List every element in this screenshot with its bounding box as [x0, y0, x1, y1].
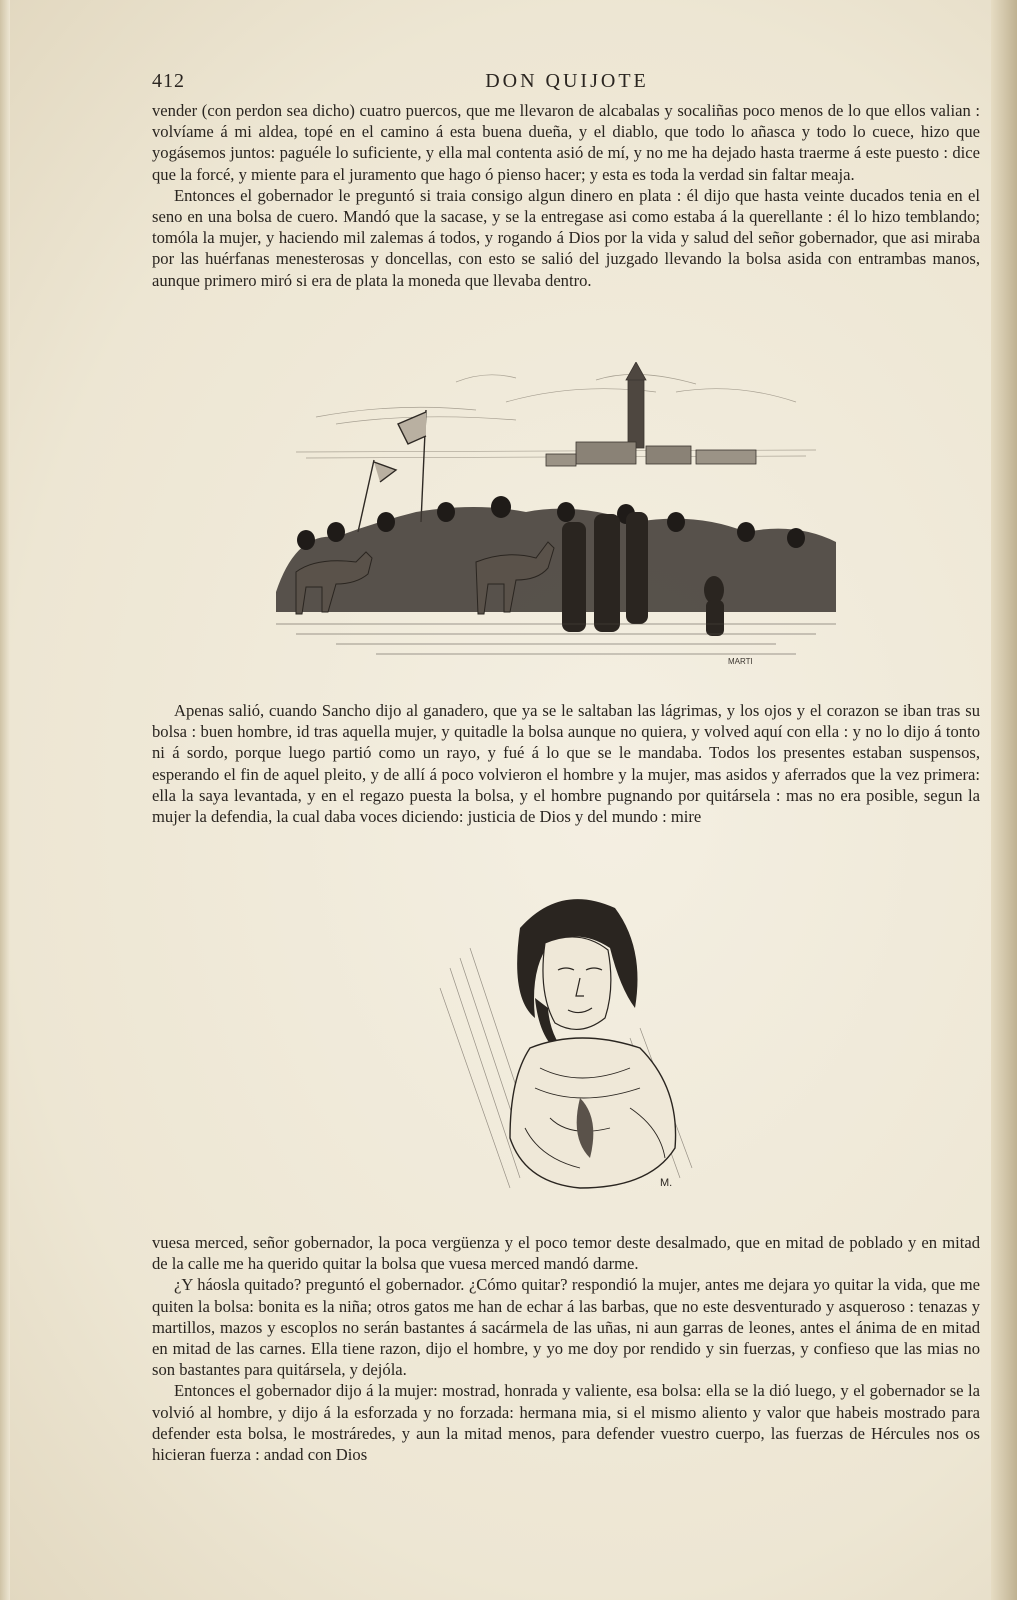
page-header: [152, 70, 982, 96]
paragraph: vuesa merced, señor gobernador, la poca vergüenza y el poco temor deste desalmado, que en mitad de poblado y en mitad de la calle me ha querido quitar la bolsa que vuesa merced mandó darme.: [152, 1233, 980, 1274]
paragraph: Entonces el gobernador le preguntó si traia consigo algun dinero en plata : él dijo que hasta veinte ducados tenia en el seno en una bolsa de cuero. Mandó que la sacase, y se la entregase asi como estaba á la querellante : él lo hizo temblando; tomóla la mujer, y haciendo mil zalemas á todos, y rogando á Dios por la vida y salud del señor gobernador, que asi miraba por las huérfanas menesterosas y doncellas, con esto se salió del juzgado llevando la bolsa asida con entrambas manos, aunque primero miró si era de plata la moneda que llevaba dentro.: [152, 185, 980, 290]
running-title: DON QUIJOTE: [485, 70, 649, 92]
illustration-signature: MARTI: [728, 657, 753, 666]
paragraph: ¿Y háosla quitado? preguntó el gobernador. ¿Cómo quitar? respondió la mujer, antes me dejara yo quitar la vida, que me quiten la bolsa: bonita es la niña; otros gatos me han de echar á las barbas, que no este desventurado y asqueroso : tenazas y martillos, mazos y escoplos no serán bastantes á sacármela de las uñas, ni aun garras de leones, antes el ánima de en mitad en mitad de las carnes. Ella tiene razon, dijo el hombre, y yo me doy por rendido y sin fuerzas, y confieso que las mias no son bastantes para quitársela, y dejóla.: [152, 1275, 980, 1380]
engraving-crowd-scene: [276, 362, 836, 680]
text-block-middle: [152, 700, 980, 827]
page-left-edge: [0, 0, 10, 1600]
illustration-signature: M.: [660, 1177, 673, 1189]
woman-portrait-drawing: [430, 888, 702, 1206]
engraving-woman-portrait: [430, 888, 702, 1206]
crowd-scene-drawing: [276, 362, 836, 680]
paragraph: vender (con perdon sea dicho) cuatro puercos, que me llevaron de alcabalas y socaliñas poco menos de lo que ellos valian : volvíame á mi aldea, topé en el camino á esta buena dueña, y el diablo, que todo lo añasca y todo lo cuece, hizo que yogásemos juntos: paguéle lo suficiente, y ella mal contenta asió de mí, y no me ha dejado hasta traerme á este puesto : dice que la forcé, y miente para el juramento que hago ó pienso hacer; y esta es toda la verdad sin faltar meaja.: [152, 101, 980, 184]
paragraph: Entonces el gobernador dijo á la mujer: mostrad, honrada y valiente, esa bolsa: ella se la dió luego, y el gobernador se la volvió al hombre, y dijo á la esforzada y no forzada: hermana mia, si el mismo aliento y valor que habeis mostrado para defender esta bolsa, le mostráredes, y aun la mitad menos, para defender vuestro cuerpo, las fuerzas de Hércules nos os hicieran fuerza : andad con Dios: [152, 1381, 980, 1465]
page-number: 412: [152, 70, 185, 92]
paragraph: Apenas salió, cuando Sancho dijo al ganadero, que ya se le saltaban las lágrimas, y los ojos y el corazon se iban tras su bolsa : buen hombre, id tras aquella mujer, y quitadle la bolsa aunque no quiera, y volved aquí con ella : y no lo dijo á tonto ni á sordo, porque luego partió como un rayo, y fué á lo que se le mandaba. Todos los presentes estaban suspensos, esperando el fin de aquel pleito, y de allí á poco volvieron el hombre y la mujer, mas asidos y aferrados que la vez primera: ella la saya levantada, y en el regazo puesta la bolsa, y el hombre pugnando por quitársela : mas no era posible, segun la mujer la defendia, la cual daba voces diciendo: justicia de Dios y del mundo : mire: [152, 701, 980, 827]
text-block-top: [152, 100, 980, 291]
page-gutter-shadow: [991, 0, 1017, 1600]
text-block-bottom: [152, 1232, 980, 1465]
